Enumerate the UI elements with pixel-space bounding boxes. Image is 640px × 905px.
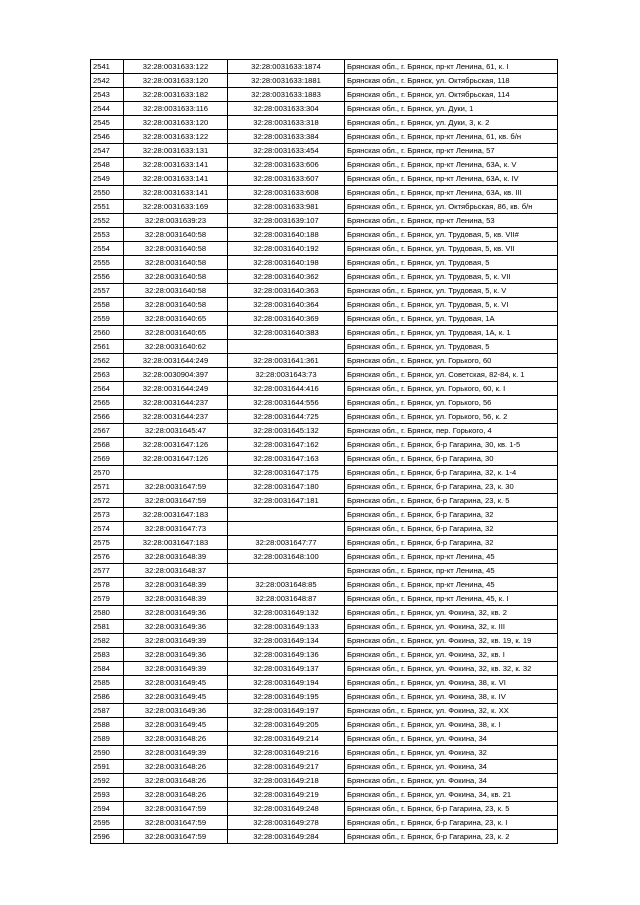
row-number-cell: 2576 (91, 550, 124, 564)
row-number-cell: 2596 (91, 830, 124, 844)
row-number-cell: 2571 (91, 480, 124, 494)
address-cell: Брянская обл., г. Брянск, пр-кт Ленина, 45 (345, 550, 558, 564)
table-row (91, 494, 558, 508)
address-cell: Брянская обл., г. Брянск, пр-кт Ленина, 57 (345, 144, 558, 158)
row-number-cell: 2548 (91, 158, 124, 172)
object-cadastral-number-cell: 32:28:0031649:195 (228, 690, 345, 704)
address-cell: Брянская обл., г. Брянск, пр-кт Ленина, 45 (345, 578, 558, 592)
object-cadastral-number-cell: 32:28:0031649:197 (228, 704, 345, 718)
object-cadastral-number-cell: 32:28:0031649:217 (228, 760, 345, 774)
land-plot-cadastral-number-cell: 32:28:0031647:59 (124, 802, 228, 816)
address-cell: Брянская обл., г. Брянск, ул. Дуки, 1 (345, 102, 558, 116)
table-row (91, 578, 558, 592)
row-number-cell: 2553 (91, 228, 124, 242)
object-cadastral-number-cell: 32:28:0031641:361 (228, 354, 345, 368)
address-cell: Брянская обл., г. Брянск, б-р Гагарина, 32 (345, 536, 558, 550)
row-number-cell: 2590 (91, 746, 124, 760)
land-plot-cadastral-number-cell: 32:28:0031633:141 (124, 172, 228, 186)
table-row (91, 312, 558, 326)
row-number-cell: 2565 (91, 396, 124, 410)
address-cell: Брянская обл., г. Брянск, б-р Гагарина, 23, к. 2 (345, 830, 558, 844)
table-row (91, 676, 558, 690)
table-row (91, 816, 558, 830)
land-plot-cadastral-number-cell: 32:28:0031649:36 (124, 606, 228, 620)
table-row (91, 270, 558, 284)
table-row (91, 88, 558, 102)
row-number-cell: 2595 (91, 816, 124, 830)
land-plot-cadastral-number-cell: 32:28:0031648:37 (124, 564, 228, 578)
object-cadastral-number-cell (228, 508, 345, 522)
row-number-cell: 2564 (91, 382, 124, 396)
object-cadastral-number-cell: 32:28:0031649:219 (228, 788, 345, 802)
table-row (91, 256, 558, 270)
address-cell: Брянская обл., г. Брянск, ул. Трудовая, 5, к. VII (345, 270, 558, 284)
land-plot-cadastral-number-cell: 32:28:0031648:26 (124, 774, 228, 788)
address-cell: Брянская обл., г. Брянск, пр-кт Ленина, 63А, к. V (345, 158, 558, 172)
address-cell: Брянская обл., г. Брянск, ул. Советская, 82-84, к. 1 (345, 368, 558, 382)
row-number-cell: 2543 (91, 88, 124, 102)
row-number-cell: 2550 (91, 186, 124, 200)
land-plot-cadastral-number-cell: 32:28:0031640:58 (124, 242, 228, 256)
address-cell: Брянская обл., г. Брянск, б-р Гагарина, 23, к. 5 (345, 494, 558, 508)
row-number-cell: 2569 (91, 452, 124, 466)
table-row (91, 74, 558, 88)
object-cadastral-number-cell: 32:28:0031633:454 (228, 144, 345, 158)
object-cadastral-number-cell: 32:28:0031647:77 (228, 536, 345, 550)
row-number-cell: 2545 (91, 116, 124, 130)
object-cadastral-number-cell: 32:28:0031633:1881 (228, 74, 345, 88)
row-number-cell: 2592 (91, 774, 124, 788)
land-plot-cadastral-number-cell: 32:28:0031647:73 (124, 522, 228, 536)
row-number-cell: 2579 (91, 592, 124, 606)
address-cell: Брянская обл., г. Брянск, ул. Фокина, 32, к. III (345, 620, 558, 634)
address-cell: Брянская обл., г. Брянск, б-р Гагарина, 23, к. I (345, 816, 558, 830)
row-number-cell: 2584 (91, 662, 124, 676)
land-plot-cadastral-number-cell: 32:28:0031633:182 (124, 88, 228, 102)
land-plot-cadastral-number-cell: 32:28:0031645:47 (124, 424, 228, 438)
address-cell: Брянская обл., г. Брянск, пр-кт Ленина, 45, к. I (345, 592, 558, 606)
land-plot-cadastral-number-cell: 32:28:0031640:58 (124, 256, 228, 270)
row-number-cell: 2588 (91, 718, 124, 732)
table-row (91, 424, 558, 438)
land-plot-cadastral-number-cell: 32:28:0031647:59 (124, 830, 228, 844)
table-row (91, 200, 558, 214)
row-number-cell: 2591 (91, 760, 124, 774)
table-row (91, 634, 558, 648)
object-cadastral-number-cell: 32:28:0031649:216 (228, 746, 345, 760)
table-row (91, 648, 558, 662)
address-cell: Брянская обл., г. Брянск, пр-кт Ленина, 63А, кв. III (345, 186, 558, 200)
address-cell: Брянская обл., г. Брянск, ул. Фокина, 32 (345, 746, 558, 760)
object-cadastral-number-cell: 32:28:0031649:214 (228, 732, 345, 746)
row-number-cell: 2566 (91, 410, 124, 424)
address-cell: Брянская обл., г. Брянск, ул. Трудовая, 5, к. V (345, 284, 558, 298)
object-cadastral-number-cell: 32:28:0031649:137 (228, 662, 345, 676)
row-number-cell: 2577 (91, 564, 124, 578)
cadastral-registry-table (90, 59, 558, 844)
row-number-cell: 2567 (91, 424, 124, 438)
row-number-cell: 2593 (91, 788, 124, 802)
land-plot-cadastral-number-cell: 32:28:0031649:45 (124, 718, 228, 732)
address-cell: Брянская обл., г. Брянск, ул. Трудовая, 5 (345, 340, 558, 354)
table-row (91, 340, 558, 354)
table-row (91, 802, 558, 816)
land-plot-cadastral-number-cell: 32:28:0031647:59 (124, 494, 228, 508)
land-plot-cadastral-number-cell: 32:28:0031633:120 (124, 116, 228, 130)
row-number-cell: 2557 (91, 284, 124, 298)
address-cell: Брянская обл., г. Брянск, ул. Октябрьская, 114 (345, 88, 558, 102)
row-number-cell: 2581 (91, 620, 124, 634)
address-cell: Брянская обл., г. Брянск, ул. Октябрьская, 118 (345, 74, 558, 88)
object-cadastral-number-cell: 32:28:0031644:725 (228, 410, 345, 424)
address-cell: Брянская обл., г. Брянск, ул. Фокина, 34, кв. 21 (345, 788, 558, 802)
address-cell: Брянская обл., г. Брянск, пр-кт Ленина, 61, к. I (345, 60, 558, 74)
table-row (91, 410, 558, 424)
land-plot-cadastral-number-cell: 32:28:0031647:59 (124, 816, 228, 830)
table-row (91, 158, 558, 172)
row-number-cell: 2541 (91, 60, 124, 74)
object-cadastral-number-cell (228, 340, 345, 354)
object-cadastral-number-cell: 32:28:0031640:362 (228, 270, 345, 284)
row-number-cell: 2546 (91, 130, 124, 144)
address-cell: Брянская обл., г. Брянск, ул. Трудовая, 5, кв. VII (345, 242, 558, 256)
row-number-cell: 2589 (91, 732, 124, 746)
land-plot-cadastral-number-cell: 32:28:0031644:237 (124, 410, 228, 424)
object-cadastral-number-cell: 32:28:0031644:416 (228, 382, 345, 396)
address-cell: Брянская обл., г. Брянск, ул. Фокина, 32, кв. 32, к. 32 (345, 662, 558, 676)
land-plot-cadastral-number-cell: 32:28:0031647:59 (124, 480, 228, 494)
object-cadastral-number-cell: 32:28:0031633:608 (228, 186, 345, 200)
object-cadastral-number-cell: 32:28:0031649:284 (228, 830, 345, 844)
table-row (91, 606, 558, 620)
table-row (91, 480, 558, 494)
row-number-cell: 2547 (91, 144, 124, 158)
object-cadastral-number-cell: 32:28:0031647:180 (228, 480, 345, 494)
row-number-cell: 2568 (91, 438, 124, 452)
table-row (91, 172, 558, 186)
address-cell: Брянская обл., г. Брянск, ул. Фокина, 34 (345, 760, 558, 774)
row-number-cell: 2562 (91, 354, 124, 368)
row-number-cell: 2563 (91, 368, 124, 382)
object-cadastral-number-cell: 32:28:0031633:1883 (228, 88, 345, 102)
land-plot-cadastral-number-cell: 32:28:0031633:131 (124, 144, 228, 158)
land-plot-cadastral-number-cell: 32:28:0031647:126 (124, 438, 228, 452)
table-row (91, 438, 558, 452)
land-plot-cadastral-number-cell: 32:28:0031648:39 (124, 578, 228, 592)
row-number-cell: 2578 (91, 578, 124, 592)
land-plot-cadastral-number-cell: 32:28:0031640:62 (124, 340, 228, 354)
address-cell: Брянская обл., г. Брянск, ул. Трудовая, 1А, к. 1 (345, 326, 558, 340)
object-cadastral-number-cell: 32:28:0031640:198 (228, 256, 345, 270)
land-plot-cadastral-number-cell: 32:28:0031633:141 (124, 186, 228, 200)
row-number-cell: 2555 (91, 256, 124, 270)
table-row (91, 368, 558, 382)
row-number-cell: 2570 (91, 466, 124, 480)
row-number-cell: 2574 (91, 522, 124, 536)
object-cadastral-number-cell: 32:28:0031643:73 (228, 368, 345, 382)
table-row (91, 508, 558, 522)
land-plot-cadastral-number-cell: 32:28:0031640:65 (124, 312, 228, 326)
land-plot-cadastral-number-cell: 32:28:0031644:249 (124, 382, 228, 396)
object-cadastral-number-cell: 32:28:0031647:175 (228, 466, 345, 480)
address-cell: Брянская обл., г. Брянск, ул. Горького, 60 (345, 354, 558, 368)
table-row (91, 60, 558, 74)
row-number-cell: 2575 (91, 536, 124, 550)
table-row (91, 130, 558, 144)
row-number-cell: 2585 (91, 676, 124, 690)
object-cadastral-number-cell: 32:28:0031649:134 (228, 634, 345, 648)
land-plot-cadastral-number-cell: 32:28:0031633:141 (124, 158, 228, 172)
land-plot-cadastral-number-cell: 32:28:0031644:237 (124, 396, 228, 410)
object-cadastral-number-cell: 32:28:0031649:194 (228, 676, 345, 690)
object-cadastral-number-cell: 32:28:0031649:218 (228, 774, 345, 788)
land-plot-cadastral-number-cell: 32:28:0031644:249 (124, 354, 228, 368)
registry-table-body (91, 60, 558, 844)
land-plot-cadastral-number-cell: 32:28:0031649:39 (124, 634, 228, 648)
address-cell: Брянская обл., г. Брянск, ул. Фокина, 32, кв. I (345, 648, 558, 662)
address-cell: Брянская обл., г. Брянск, б-р Гагарина, 30 (345, 452, 558, 466)
address-cell: Брянская обл., г. Брянск, ул. Фокина, 38, к. I (345, 718, 558, 732)
land-plot-cadastral-number-cell: 32:28:0031647:183 (124, 508, 228, 522)
table-row (91, 536, 558, 550)
table-row (91, 242, 558, 256)
row-number-cell: 2554 (91, 242, 124, 256)
table-row (91, 354, 558, 368)
land-plot-cadastral-number-cell: 32:28:0031648:26 (124, 788, 228, 802)
land-plot-cadastral-number-cell: 32:28:0031648:39 (124, 592, 228, 606)
table-row (91, 564, 558, 578)
address-cell: Брянская обл., г. Брянск, б-р Гагарина, 32, к. 1-4 (345, 466, 558, 480)
address-cell: Брянская обл., г. Брянск, б-р Гагарина, 32 (345, 522, 558, 536)
object-cadastral-number-cell: 32:28:0031645:132 (228, 424, 345, 438)
address-cell: Брянская обл., г. Брянск, ул. Горького, 56 (345, 396, 558, 410)
land-plot-cadastral-number-cell: 32:28:0031649:39 (124, 746, 228, 760)
object-cadastral-number-cell: 32:28:0031633:1874 (228, 60, 345, 74)
land-plot-cadastral-number-cell: 32:28:0031640:58 (124, 284, 228, 298)
address-cell: Брянская обл., г. Брянск, ул. Трудовая, 1А (345, 312, 558, 326)
row-number-cell: 2551 (91, 200, 124, 214)
land-plot-cadastral-number-cell: 32:28:0031647:126 (124, 452, 228, 466)
land-plot-cadastral-number-cell (124, 466, 228, 480)
table-row (91, 774, 558, 788)
land-plot-cadastral-number-cell: 32:28:0031633:169 (124, 200, 228, 214)
address-cell: Брянская обл., г. Брянск, ул. Дуки, 3, к. 2 (345, 116, 558, 130)
table-row (91, 284, 558, 298)
row-number-cell: 2559 (91, 312, 124, 326)
land-plot-cadastral-number-cell: 32:28:0031649:36 (124, 648, 228, 662)
object-cadastral-number-cell: 32:28:0031633:384 (228, 130, 345, 144)
row-number-cell: 2544 (91, 102, 124, 116)
address-cell: Брянская обл., г. Брянск, б-р Гагарина, 23, к. 5 (345, 802, 558, 816)
land-plot-cadastral-number-cell: 32:28:0031640:58 (124, 270, 228, 284)
object-cadastral-number-cell: 32:28:0031649:133 (228, 620, 345, 634)
land-plot-cadastral-number-cell: 32:28:0031649:36 (124, 620, 228, 634)
address-cell: Брянская обл., г. Брянск, б-р Гагарина, 23, к. 30 (345, 480, 558, 494)
table-row (91, 326, 558, 340)
table-row (91, 214, 558, 228)
address-cell: Брянская обл., г. Брянск, ул. Фокина, 32, кв. 19, к. 19 (345, 634, 558, 648)
row-number-cell: 2583 (91, 648, 124, 662)
land-plot-cadastral-number-cell: 32:28:0031647:183 (124, 536, 228, 550)
table-row (91, 452, 558, 466)
object-cadastral-number-cell: 32:28:0031647:181 (228, 494, 345, 508)
land-plot-cadastral-number-cell: 32:28:0031633:122 (124, 60, 228, 74)
land-plot-cadastral-number-cell: 32:28:0031648:26 (124, 760, 228, 774)
object-cadastral-number-cell: 32:28:0031640:192 (228, 242, 345, 256)
table-row (91, 718, 558, 732)
land-plot-cadastral-number-cell: 32:28:0031648:39 (124, 550, 228, 564)
address-cell: Брянская обл., г. Брянск, ул. Трудовая, 5, кв. VII# (345, 228, 558, 242)
land-plot-cadastral-number-cell: 32:28:0031640:58 (124, 298, 228, 312)
address-cell: Брянская обл., г. Брянск, ул. Трудовая, 5, к. VI (345, 298, 558, 312)
object-cadastral-number-cell: 32:28:0031644:556 (228, 396, 345, 410)
row-number-cell: 2552 (91, 214, 124, 228)
table-row (91, 662, 558, 676)
table-row (91, 690, 558, 704)
object-cadastral-number-cell: 32:28:0031639:107 (228, 214, 345, 228)
table-row (91, 382, 558, 396)
table-row (91, 396, 558, 410)
address-cell: Брянская обл., г. Брянск, пр-кт Ленина, 63А, к. IV (345, 172, 558, 186)
address-cell: Брянская обл., г. Брянск, ул. Фокина, 34 (345, 774, 558, 788)
land-plot-cadastral-number-cell: 32:28:0031639:23 (124, 214, 228, 228)
object-cadastral-number-cell: 32:28:0031633:607 (228, 172, 345, 186)
object-cadastral-number-cell: 32:28:0031648:85 (228, 578, 345, 592)
address-cell: Брянская обл., г. Брянск, пр-кт Ленина, 61, кв. б/н (345, 130, 558, 144)
row-number-cell: 2594 (91, 802, 124, 816)
table-row (91, 116, 558, 130)
table-row (91, 186, 558, 200)
object-cadastral-number-cell: 32:28:0031640:383 (228, 326, 345, 340)
table-row (91, 550, 558, 564)
table-row (91, 830, 558, 844)
object-cadastral-number-cell: 32:28:0031633:606 (228, 158, 345, 172)
row-number-cell: 2560 (91, 326, 124, 340)
land-plot-cadastral-number-cell: 32:28:0031648:26 (124, 732, 228, 746)
land-plot-cadastral-number-cell: 32:28:0031649:36 (124, 704, 228, 718)
table-row (91, 592, 558, 606)
object-cadastral-number-cell: 32:28:0031640:188 (228, 228, 345, 242)
object-cadastral-number-cell: 32:28:0031633:318 (228, 116, 345, 130)
row-number-cell: 2573 (91, 508, 124, 522)
table-row (91, 760, 558, 774)
row-number-cell: 2561 (91, 340, 124, 354)
land-plot-cadastral-number-cell: 32:28:0031649:39 (124, 662, 228, 676)
object-cadastral-number-cell (228, 564, 345, 578)
table-row (91, 620, 558, 634)
object-cadastral-number-cell: 32:28:0031640:364 (228, 298, 345, 312)
row-number-cell: 2580 (91, 606, 124, 620)
row-number-cell: 2558 (91, 298, 124, 312)
land-plot-cadastral-number-cell: 32:28:0031640:65 (124, 326, 228, 340)
land-plot-cadastral-number-cell: 32:28:0030904:397 (124, 368, 228, 382)
object-cadastral-number-cell: 32:28:0031649:278 (228, 816, 345, 830)
row-number-cell: 2556 (91, 270, 124, 284)
object-cadastral-number-cell: 32:28:0031649:248 (228, 802, 345, 816)
row-number-cell: 2586 (91, 690, 124, 704)
table-row (91, 788, 558, 802)
address-cell: Брянская обл., г. Брянск, ул. Фокина, 32, к. XX (345, 704, 558, 718)
address-cell: Брянская обл., г. Брянск, пр-кт Ленина, 45 (345, 564, 558, 578)
object-cadastral-number-cell: 32:28:0031648:87 (228, 592, 345, 606)
address-cell: Брянская обл., г. Брянск, ул. Фокина, 34 (345, 732, 558, 746)
object-cadastral-number-cell: 32:28:0031648:100 (228, 550, 345, 564)
address-cell: Брянская обл., г. Брянск, ул. Фокина, 38, к. VI (345, 676, 558, 690)
land-plot-cadastral-number-cell: 32:28:0031633:122 (124, 130, 228, 144)
row-number-cell: 2572 (91, 494, 124, 508)
table-row (91, 522, 558, 536)
land-plot-cadastral-number-cell: 32:28:0031633:120 (124, 74, 228, 88)
land-plot-cadastral-number-cell: 32:28:0031649:45 (124, 676, 228, 690)
row-number-cell: 2549 (91, 172, 124, 186)
object-cadastral-number-cell: 32:28:0031633:981 (228, 200, 345, 214)
address-cell: Брянская обл., г. Брянск, пер. Горького, 4 (345, 424, 558, 438)
object-cadastral-number-cell: 32:28:0031640:369 (228, 312, 345, 326)
address-cell: Брянская обл., г. Брянск, пр-кт Ленина, 53 (345, 214, 558, 228)
table-row (91, 746, 558, 760)
row-number-cell: 2582 (91, 634, 124, 648)
land-plot-cadastral-number-cell: 32:28:0031640:58 (124, 228, 228, 242)
table-row (91, 732, 558, 746)
row-number-cell: 2542 (91, 74, 124, 88)
land-plot-cadastral-number-cell: 32:28:0031649:45 (124, 690, 228, 704)
address-cell: Брянская обл., г. Брянск, ул. Фокина, 38, к. IV (345, 690, 558, 704)
object-cadastral-number-cell (228, 522, 345, 536)
address-cell: Брянская обл., г. Брянск, ул. Октябрьская, 86, кв. б/н (345, 200, 558, 214)
object-cadastral-number-cell: 32:28:0031633:304 (228, 102, 345, 116)
table-row (91, 298, 558, 312)
object-cadastral-number-cell: 32:28:0031649:205 (228, 718, 345, 732)
address-cell: Брянская обл., г. Брянск, б-р Гагарина, 30, кв. 1-5 (345, 438, 558, 452)
table-row (91, 144, 558, 158)
table-row (91, 466, 558, 480)
object-cadastral-number-cell: 32:28:0031649:132 (228, 606, 345, 620)
address-cell: Брянская обл., г. Брянск, ул. Горького, 56, к. 2 (345, 410, 558, 424)
address-cell: Брянская обл., г. Брянск, ул. Фокина, 32, кв. 2 (345, 606, 558, 620)
table-row (91, 102, 558, 116)
table-row (91, 228, 558, 242)
object-cadastral-number-cell: 32:28:0031649:136 (228, 648, 345, 662)
address-cell: Брянская обл., г. Брянск, ул. Горького, 60, к. I (345, 382, 558, 396)
land-plot-cadastral-number-cell: 32:28:0031633:116 (124, 102, 228, 116)
address-cell: Брянская обл., г. Брянск, ул. Трудовая, 5 (345, 256, 558, 270)
object-cadastral-number-cell: 32:28:0031647:162 (228, 438, 345, 452)
address-cell: Брянская обл., г. Брянск, б-р Гагарина, 32 (345, 508, 558, 522)
object-cadastral-number-cell: 32:28:0031647:163 (228, 452, 345, 466)
object-cadastral-number-cell: 32:28:0031640:363 (228, 284, 345, 298)
row-number-cell: 2587 (91, 704, 124, 718)
table-row (91, 704, 558, 718)
